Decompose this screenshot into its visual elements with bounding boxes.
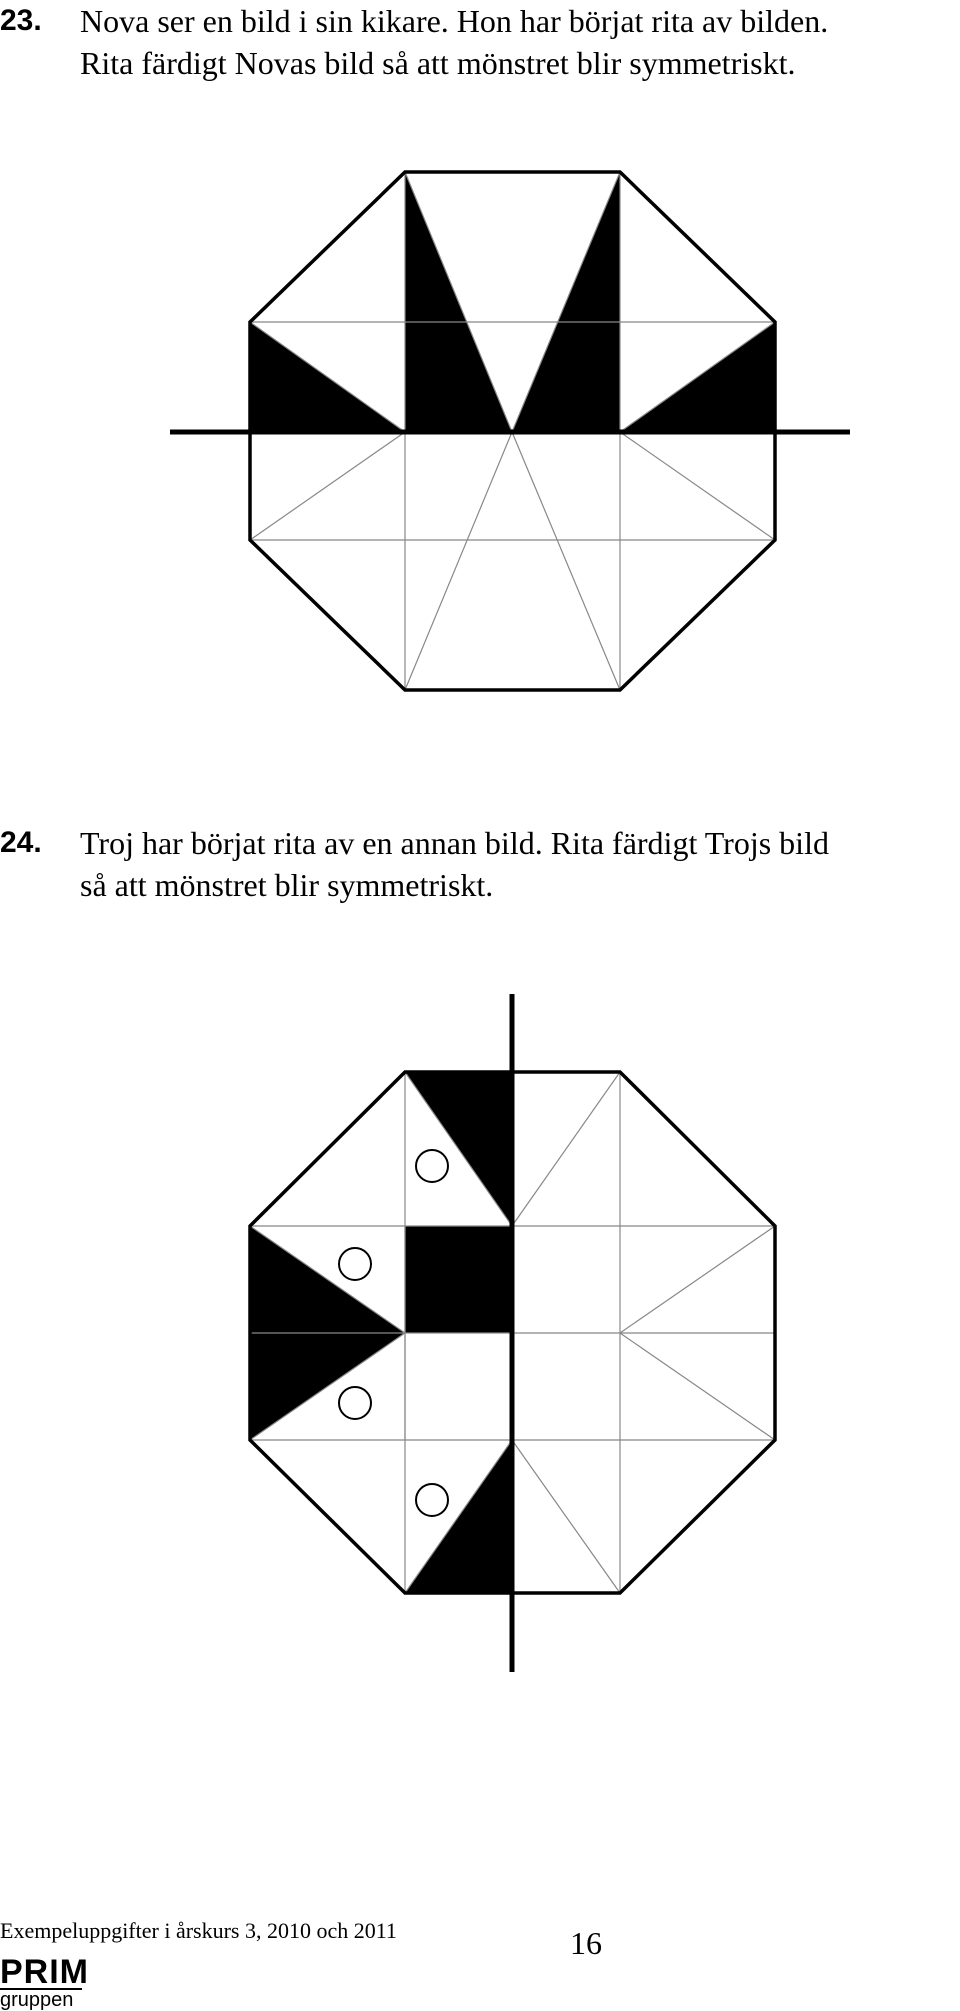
logo-sub: gruppen — [0, 1988, 82, 2010]
circle-marker — [339, 1387, 371, 1419]
task-text-line-2: så att mönstret blir symmetriskt. — [80, 867, 494, 903]
task-text-line-1: Nova ser en bild i sin kikare. Hon har börjat rita av bilden. — [80, 3, 829, 39]
task-text-line-2: Rita färdigt Novas bild så att mönstret blir symmetriskt. — [80, 45, 796, 81]
prim-logo — [0, 1953, 89, 2011]
task-number: 23. — [0, 4, 42, 37]
logo-main: PRIM — [0, 1953, 89, 1991]
task-number: 24. — [0, 826, 42, 859]
filled-triangles — [250, 172, 775, 432]
octagon-figure-23 — [0, 140, 960, 700]
page-number: 16 — [570, 1925, 602, 1961]
footer-text: Exempeluppgifter i årskurs 3, 2010 och 2011 — [0, 1918, 397, 1943]
task-text-line-1: Troj har börjat rita av en annan bild. Rita färdigt Trojs bild — [80, 825, 829, 861]
black-square — [405, 1226, 512, 1333]
octagon-figure-24 — [0, 990, 960, 1690]
circle-marker — [339, 1248, 371, 1280]
circle-marker — [416, 1150, 448, 1182]
circle-marker — [416, 1484, 448, 1516]
